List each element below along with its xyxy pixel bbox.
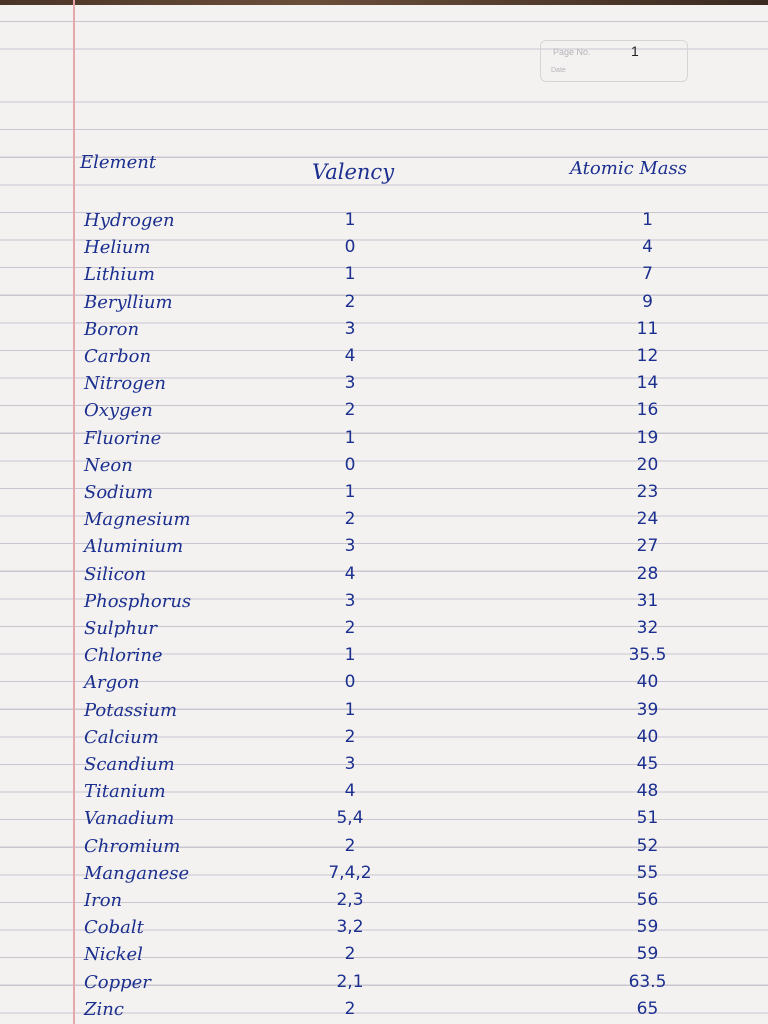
table-row [0,371,768,398]
element-name: Vanadium [84,808,175,830]
element-name: Scandium [84,754,175,775]
atomic-mass-value: 48 [636,781,659,802]
atomic-mass-value: 55 [636,862,659,883]
table-row [0,534,768,561]
element-name: Beryllium [84,291,173,313]
table-row [0,398,768,425]
element-name: Neon [84,454,133,476]
atomic-mass-value: 28 [636,563,659,584]
table-row [0,453,768,480]
element-name: Argon [84,672,140,694]
table-row [0,861,768,888]
valency-value: 2 [344,998,356,1019]
valency-column-header: Valency [312,160,395,184]
element-name: Magnesium [84,509,191,531]
atomic-mass-value: 51 [636,808,659,829]
element-name: Sodium [84,482,154,503]
element-name: Helium [84,237,151,259]
atomic-mass-value: 32 [636,618,659,638]
table-row [0,290,768,317]
valency-value: 3 [344,536,356,557]
valency-value: 2 [344,944,356,965]
valency-value: 1 [344,645,356,666]
page-number: 1 [631,43,639,59]
element-name: Boron [84,318,140,340]
atomic-mass-value: 40 [636,726,659,747]
atomic-mass-value: 23 [636,482,659,502]
table-row [0,480,768,507]
element-name: Chlorine [84,645,163,667]
atomic-mass-value: 63.5 [628,971,667,992]
element-name: Potassium [84,699,178,721]
element-name: Manganese [84,862,190,884]
atomic-mass-value: 56 [636,890,659,910]
valency-value: 2 [344,726,356,747]
table-row [0,670,768,697]
table-row [0,888,768,915]
table-row [0,997,768,1024]
valency-value: 0 [344,672,356,693]
table-row [0,942,768,969]
element-name: Nickel [84,944,143,966]
table-row [0,317,768,344]
element-name: Copper [84,971,151,993]
valency-value: 2,1 [336,971,364,992]
atomic-mass-value: 4 [642,237,653,258]
valency-value: 0 [344,237,356,258]
table-row [0,208,768,235]
atomic-mass-value: 11 [636,318,659,339]
element-name: Oxygen [84,400,153,422]
table-row [0,507,768,534]
atomic-mass-value: 40 [636,672,659,693]
valency-value: 3 [344,373,356,394]
table-row [0,752,768,779]
table-row [0,970,768,997]
table-row [0,915,768,942]
atomic-mass-value: 45 [636,754,659,774]
table-row [0,779,768,806]
valency-value: 2 [344,291,356,312]
table-row [0,643,768,670]
atomic-mass-value: 14 [636,373,659,394]
atomic-mass-value: 31 [636,590,659,611]
valency-value: 7,4,2 [328,862,372,883]
valency-value: 2 [344,618,356,638]
atomic-mass-value: 7 [642,264,653,285]
table-row [0,344,768,371]
atomic-mass-value: 65 [636,998,659,1019]
table-row [0,616,768,643]
element-name: Aluminium [84,536,184,558]
element-name: Nitrogen [84,373,166,395]
valency-value: 2 [344,400,356,421]
element-name: Cobalt [84,917,144,939]
valency-value: 1 [344,699,356,720]
table-row [0,806,768,833]
atomic-mass-value: 16 [636,400,659,421]
atomic-mass-value: 12 [636,346,659,366]
valency-value: 3 [344,318,356,339]
atomic-mass-value: 20 [636,454,659,475]
atomic-mass-value: 1 [642,210,653,230]
atomic-mass-value: 24 [636,509,659,530]
valency-value: 1 [344,210,356,230]
date-label: Date [551,67,566,74]
valency-value: 1 [344,264,356,285]
element-name: Iron [84,890,123,911]
element-name: Hydrogen [84,210,175,231]
element-name: Chromium [84,835,181,857]
element-name: Sulphur [84,618,157,639]
table-row [0,562,768,589]
element-name: Carbon [84,346,152,367]
table-row [0,589,768,616]
element-column-header: Element [80,152,157,173]
element-name: Silicon [84,563,147,585]
table-row [0,725,768,752]
table-row [0,834,768,861]
valency-value: 2,3 [336,890,364,910]
table-row [0,235,768,262]
element-name: Fluorine [84,427,162,449]
valency-value: 4 [344,563,356,584]
element-name: Lithium [84,264,155,286]
table-row [0,426,768,453]
atomic-mass-value: 35.5 [628,645,667,666]
element-name: Phosphorus [84,590,192,612]
valency-value: 2 [344,835,356,856]
valency-value: 5,4 [336,808,364,829]
table-row [0,262,768,289]
element-name: Calcium [84,726,159,748]
valency-value: 0 [344,454,356,475]
valency-value: 2 [344,509,356,530]
page-number-box [540,40,688,82]
valency-value: 4 [344,346,356,366]
table-row [0,698,768,725]
atomic-mass-value: 59 [636,917,659,938]
page-no-label: Page No. [553,47,591,57]
atomic-mass-value: 19 [636,427,659,448]
atomic-mass-value: 39 [636,699,659,720]
valency-value: 3 [344,590,356,611]
valency-value: 1 [344,427,356,448]
atomic-mass-value: 9 [642,291,653,312]
element-name: Zinc [84,998,124,1020]
valency-value: 3 [344,754,356,774]
valency-value: 1 [344,482,356,502]
atomic-mass-value: 27 [636,536,659,557]
atomic-mass-column-header: Atomic Mass [570,158,688,179]
valency-value: 3,2 [336,917,364,938]
valency-value: 4 [344,781,356,802]
element-name: Titanium [84,781,166,803]
atomic-mass-value: 52 [636,835,659,856]
atomic-mass-value: 59 [636,944,659,965]
